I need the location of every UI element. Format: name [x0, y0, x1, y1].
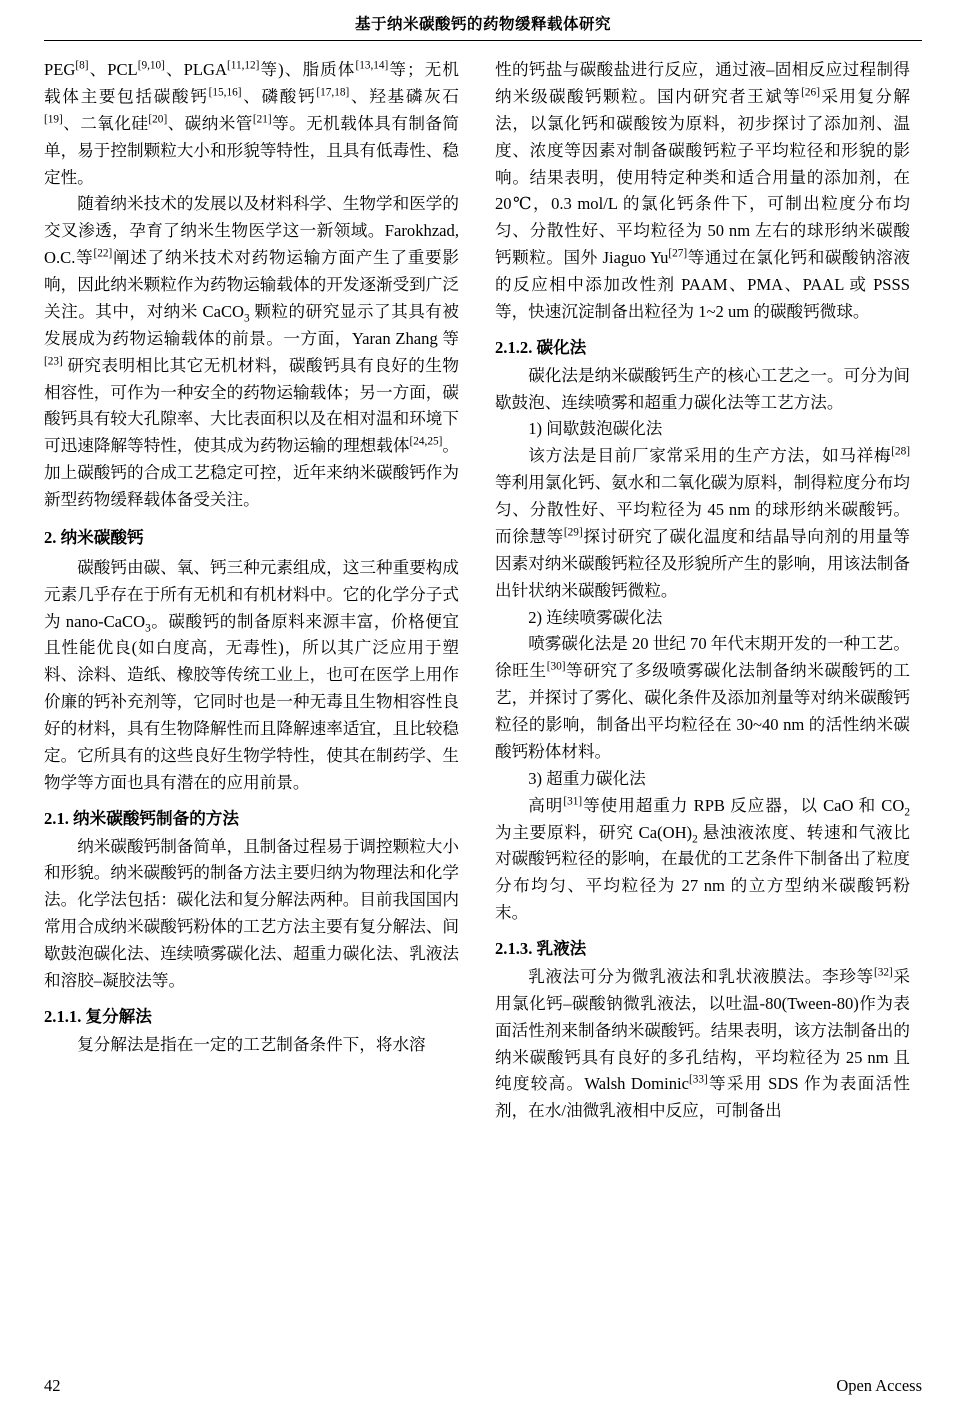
chem-subscript: 2 — [904, 805, 910, 818]
citation-ref: [19] — [44, 113, 63, 126]
citation-ref: [22] — [93, 247, 113, 260]
citation-ref: [8] — [75, 59, 89, 72]
citation-ref: [20] — [148, 113, 168, 126]
text-run: 碳酸钙由碳、氧、钙三种元素组成，这三种重要构成元素几乎存在于所有无机和有机材料中。它的化学分子式为 nano-CaCO — [44, 557, 459, 631]
paragraph-emulsion — [495, 964, 910, 1125]
paragraph-metathesis: 复分解法是指在一定的工艺制备条件下，将水溶 — [77, 1034, 426, 1054]
text-run: 性的钙盐与碳酸盐进行反应，通过液–固相反应过程制得纳米级碳酸钙颗粒。国内研究者王斌等 — [495, 60, 910, 106]
text-run: 探讨研究了碳化温度和结晶导向剂的用量等因素对纳米碳酸钙粒径及形貌所产生的影响，用该法制备出针状纳米碳酸钙微粒。 — [495, 526, 911, 600]
text-run: 。加上碳酸钙的合成工艺稳定可控，近年来纳米碳酸钙作为新型药物缓释载体备受关注。 — [44, 436, 460, 509]
citation-ref: [15,16] — [208, 86, 242, 99]
citation-ref: [13,14] — [355, 59, 389, 72]
text-run: 乳液法可分为微乳液法和乳状液膜法。李珍等 — [528, 966, 874, 986]
running-head: 基于纳米碳酸钙的药物缓释载体研究 — [354, 16, 611, 33]
section-heading-2-1-3: 2.1.3. 乳液法 — [495, 939, 587, 959]
text-run: 为主要原料，研究 Ca(OH) — [495, 822, 693, 842]
citation-ref: [23] — [44, 355, 63, 368]
text-run: 、磷酸钙 — [241, 86, 317, 106]
right-column — [495, 57, 910, 1125]
text-run: PEG — [44, 60, 76, 79]
text-run: 阐述了纳米技术对药物运输方面产生了重要影响，因此纳米颗粒作为药物运输载体的开发逐渐受到广泛关注。其中，对纳米 CaCO — [44, 248, 459, 321]
list-item-3-body — [495, 793, 910, 927]
paragraph-nanotech — [44, 191, 459, 514]
citation-ref: [31] — [563, 795, 583, 808]
text-run: 、PLGA — [164, 60, 227, 79]
text-run: 该方法是目前厂家常采用的生产方法，如马祥梅 — [528, 446, 892, 466]
section-heading-2: 2. 纳米碳酸钙 — [44, 527, 144, 547]
text-run: 采用复分解法，以氯化钙和碳酸铵为原料，初步探讨了添加剂、温度、浓度等因素对制备碳酸钙粒子平均粒径和形貌的影响。结果表明，使用特定种类和适合用量的添加剂，在 20℃，0.3 mol/L 的氯化钙条件下，可制出粒度分布均匀、分散性好、平均粒径为 50 nm 左右的球形纳米碳酸钙颗粒。国外 Jiaguo Yu — [495, 86, 911, 268]
text-run: 。碳酸钙的制备原料来源丰富，价格便宜且性能优良(如白度高，无毒性)，所以其广泛应用于塑料、涂料、造纸、橡胶等传统工业上，也可在医学上用作价廉的钙补充剂等，它同时也是一种无毒且生物相容性良好的材料，具有生物降解性而且降解速率适宜，且比较稳定。它所具有的这些良好生物学特性，使其在制药学、生物学等方面也具有潜在的应用前景。 — [44, 611, 459, 792]
text-run: 随着纳米技术的发展以及材料科学、生物学和医学的交叉渗透，孕育了纳米生物医学这一新领域。Farokhzad, O.C.等 — [44, 194, 459, 268]
two-column-body — [44, 57, 922, 1125]
chem-subscript: 3 — [244, 312, 250, 325]
text-run: 等通过在氯化钙和碳酸钠溶液的反应相中添加改性剂 PAAM、PMA、PAAL 或 PSSS 等，快速沉淀制备出粒径为 1~2 um 的碳酸钙微球。 — [495, 248, 910, 321]
page-footer — [44, 1376, 922, 1396]
text-run: 高明 — [528, 795, 564, 815]
chem-subscript: 3 — [145, 621, 151, 634]
citation-ref: [33] — [688, 1073, 708, 1086]
text-run: 等；无机载体主要包括碳酸钙 — [44, 60, 459, 106]
list-item-3-title: 3) 超重力碳化法 — [528, 768, 646, 788]
text-run: 、羟基磷灰石 — [349, 86, 460, 106]
text-run: 、二氧化硅 — [62, 113, 149, 133]
paragraph-preparation-methods: 纳米碳酸钙制备简单，且制备过程易于调控颗粒大小和形貌。纳米碳酸钙的制备方法主要归纳为物理法和化学法。化学法包括：碳化法和复分解法两种。目前我国国内常用合成纳米碳酸钙粉体的工艺方法主要有复分解法、间歇鼓泡碳化法、连续喷雾碳化法、超重力碳化法、乳液法和溶胶–凝胶法等。 — [44, 836, 459, 990]
citation-ref: [29] — [563, 526, 583, 539]
list-item-1-title: 1) 间歇鼓泡碳化法 — [528, 419, 663, 439]
text-run: 颗粒的研究显示了其具有被发展成为药物运输载体的前景。一方面，Yaran Zhang 等 — [44, 301, 459, 348]
text-run: 等。无机载体具有制备简单，易于控制颗粒大小和形貌等特性，且具有低毒性、稳定性。 — [44, 113, 460, 187]
text-run: 等使用超重力 RPB 反应器，以 CaO 和 CO — [582, 795, 905, 815]
citation-ref: [24,25] — [409, 435, 443, 448]
section-heading-2-1: 2.1. 纳米碳酸钙制备的方法 — [44, 808, 239, 828]
text-run: 等采用 SDS 作为表面活性剂，在水/油微乳液相中反应，可制备出 — [495, 1074, 911, 1121]
page-number: 42 — [44, 1376, 61, 1395]
text-run: 喷雾碳化法是 20 世纪 70 年代末期开发的一种工艺。徐旺生 — [495, 634, 910, 681]
text-run: 等研究了多级喷雾碳化法制备纳米碳酸钙的工艺，并探讨了雾化、碳化条件及添加剂量等对纳米碳酸钙粒径的影响，制备出平均粒径在 30~40 nm 的活性纳米碳酸钙粉体材料。 — [495, 661, 911, 761]
citation-ref: [9,10] — [137, 59, 165, 72]
left-column — [44, 57, 459, 1059]
open-access-label: Open Access — [836, 1376, 922, 1395]
paragraph-carriers — [44, 57, 459, 191]
text-run: 研究表明相比其它无机材料，碳酸钙具有良好的生物相容性，可作为一种安全的药物运输载体；另一方面，碳酸钙具有较大孔隙率、大比表面积以及在相对温和环境下可迅速降解等特性，使其成为药物运输的理想载体 — [44, 355, 459, 456]
citation-ref: [27] — [668, 247, 688, 260]
section-heading-2-1-2: 2.1.2. 碳化法 — [495, 337, 587, 357]
citation-ref: [32] — [873, 966, 893, 979]
citation-ref: [28] — [891, 445, 910, 458]
header-divider — [44, 40, 922, 41]
text-run: 、PCL — [88, 60, 138, 79]
paragraph-metathesis-cont — [495, 57, 910, 326]
text-run: 等)、脂质体 — [259, 60, 356, 79]
paragraph-caco3-intro — [44, 555, 459, 797]
text-run: 悬浊液浓度、转速和气液比对碳酸钙粒径的影响，在最优的工艺条件下制备出了粒度分布均匀、平均粒径为 27 nm 的立方型纳米碳酸钙粉末。 — [495, 822, 910, 923]
text-run: 等利用氯化钙、氨水和二氧化碳为原料，制得粒度分布均匀、分散性好、平均粒径为 45 nm 的球形纳米碳酸钙。而徐慧等 — [495, 473, 910, 546]
chem-subscript: 2 — [692, 832, 698, 845]
section-heading-2-1-1: 2.1.1. 复分解法 — [44, 1006, 152, 1026]
citation-ref: [26] — [801, 86, 820, 99]
text-run: 采用氯化钙–碳酸钠微乳液法，以吐温-80(Tween-80)作为表面活性剂来制备纳米碳酸钙。结果表明，该方法制备出的纳米碳酸钙具有良好的多孔结构，平均粒径为 25 nm 且纯度较高。Walsh Dominic — [495, 966, 911, 1094]
paragraph-carbonization: 碳化法是纳米碳酸钙生产的核心工艺之一。可分为间歇鼓泡、连续喷雾和超重力碳化法等工艺方法。 — [495, 365, 910, 412]
citation-ref: [17,18] — [316, 86, 350, 99]
list-item-1-body — [495, 443, 910, 604]
list-item-2-body — [495, 631, 910, 765]
text-run: 、碳纳米管 — [167, 113, 253, 133]
citation-ref: [21] — [252, 113, 272, 126]
citation-ref: [30] — [546, 660, 566, 673]
list-item-2-title: 2) 连续喷雾碳化法 — [528, 607, 663, 627]
citation-ref: [11,12] — [226, 59, 260, 72]
